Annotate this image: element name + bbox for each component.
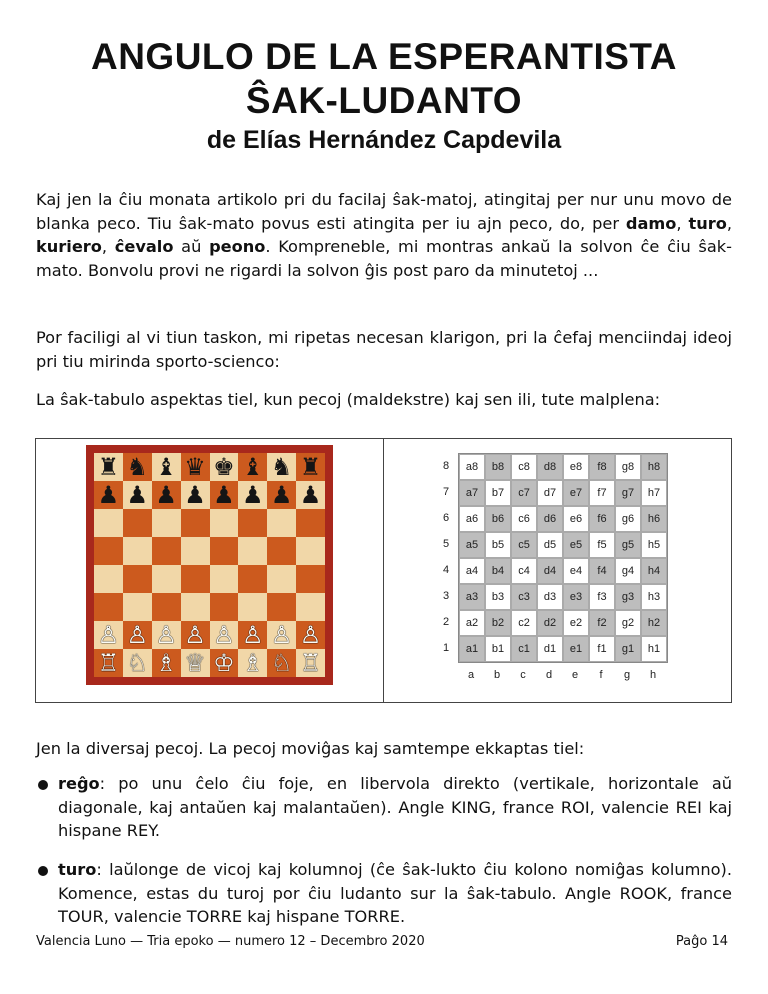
- piece-f8: ♝: [242, 453, 264, 481]
- rank-label-3: 3: [442, 590, 450, 602]
- square-e8: [210, 453, 239, 481]
- piece-e1: ♔: [213, 649, 235, 677]
- square-g5: [267, 537, 296, 565]
- piece-c8: ♝: [155, 453, 177, 481]
- coord-cell-a5: a5: [459, 532, 485, 558]
- rank-label-4: 4: [442, 564, 450, 576]
- coord-cell-e1: e1: [563, 636, 589, 662]
- square-c6: [152, 509, 181, 537]
- square-d2: [181, 621, 210, 649]
- square-a8: [94, 453, 123, 481]
- title-line-1: ANGULO DE LA ESPERANTISTA: [90, 36, 678, 77]
- coord-cell-g7: g7: [615, 480, 641, 506]
- square-g2: [267, 621, 296, 649]
- square-a3: [94, 593, 123, 621]
- coord-cell-f3: f3: [589, 584, 615, 610]
- coord-cell-d5: d5: [537, 532, 563, 558]
- square-b1: [123, 649, 152, 677]
- square-c2: [152, 621, 181, 649]
- coord-cell-b6: b6: [485, 506, 511, 532]
- coord-cell-g3: g3: [615, 584, 641, 610]
- word-kuriero: kuriero: [36, 237, 102, 256]
- king-description: : po unu ĉelo ĉiu foje, en libervola direkto (vertikale, horizontale aŭ diagonale, kaj antaŭen kaj malantaŭen). Angle KING, france ROI, valencie REI kaj hispane REY.: [58, 774, 732, 840]
- piece-h7: ♟: [299, 481, 322, 509]
- file-label-e: e: [571, 669, 579, 681]
- rank-label-2: 2: [442, 616, 450, 628]
- rank-label-1: 1: [442, 642, 450, 654]
- piece-b2: ♙: [126, 621, 149, 649]
- coord-cell-d7: d7: [537, 480, 563, 506]
- piece-g1: ♘: [270, 649, 293, 677]
- square-c3: [152, 593, 181, 621]
- square-a7: [94, 481, 123, 509]
- coord-cell-g4: g4: [615, 558, 641, 584]
- piece-e7: ♟: [213, 481, 235, 509]
- square-h6: [296, 509, 325, 537]
- footer-page-number: Paĝo 14: [675, 934, 728, 949]
- piece-c7: ♟: [155, 481, 177, 509]
- square-c8: [152, 453, 181, 481]
- square-d6: [181, 509, 210, 537]
- coord-cell-h3: h3: [641, 584, 667, 610]
- coord-cell-e2: e2: [563, 610, 589, 636]
- piece-c1: ♗: [155, 649, 177, 677]
- piece-a2: ♙: [97, 621, 120, 649]
- square-g6: [267, 509, 296, 537]
- coord-cell-h6: h6: [641, 506, 667, 532]
- coord-cell-a8: a8: [459, 454, 485, 480]
- square-h8: [296, 453, 325, 481]
- square-h1: [296, 649, 325, 677]
- piece-a7: ♟: [97, 481, 120, 509]
- square-f7: [238, 481, 267, 509]
- rank-label-5: 5: [442, 538, 450, 550]
- file-label-b: b: [493, 669, 501, 681]
- coord-cell-c5: c5: [511, 532, 537, 558]
- square-g3: [267, 593, 296, 621]
- word-damo: damo: [625, 213, 677, 233]
- coord-cell-b7: b7: [485, 480, 511, 506]
- word-turo: turo: [688, 213, 727, 233]
- coord-cell-c1: c1: [511, 636, 537, 662]
- king-term: reĝo: [58, 774, 100, 793]
- sep: aŭ: [173, 237, 210, 256]
- explanation-paragraph: Por faciligi al vi tiun taskon, mi ripetas necesan klarigon, pri la ĉefaj menciindaj ideoj pri tiu mirinda sporto-scienco:: [36, 328, 732, 371]
- coord-cell-d4: d4: [537, 558, 563, 584]
- square-e1: [210, 649, 239, 677]
- square-f2: [238, 621, 267, 649]
- file-label-d: d: [545, 669, 553, 681]
- coord-cell-g2: g2: [615, 610, 641, 636]
- coord-cell-e8: e8: [563, 454, 589, 480]
- square-b7: [123, 481, 152, 509]
- coord-cell-c3: c3: [511, 584, 537, 610]
- square-h7: [296, 481, 325, 509]
- square-a1: [94, 649, 123, 677]
- chessboard-with-pieces: [86, 445, 333, 685]
- coord-cell-f2: f2: [589, 610, 615, 636]
- coord-cell-a7: a7: [459, 480, 485, 506]
- bullet-rook-text: [58, 858, 732, 929]
- square-d1: [181, 649, 210, 677]
- rank-label-8: 8: [442, 460, 450, 472]
- square-c7: [152, 481, 181, 509]
- square-g7: [267, 481, 296, 509]
- square-g4: [267, 565, 296, 593]
- bullet-king-text: [58, 772, 732, 843]
- square-d4: [181, 565, 210, 593]
- piece-b8: ♞: [126, 453, 149, 481]
- coord-cell-b8: b8: [485, 454, 511, 480]
- piece-f7: ♟: [242, 481, 264, 509]
- piece-h2: ♙: [299, 621, 322, 649]
- coord-cell-a6: a6: [459, 506, 485, 532]
- coord-cell-e7: e7: [563, 480, 589, 506]
- piece-d8: ♛: [184, 453, 206, 481]
- square-a6: [94, 509, 123, 537]
- coord-cell-c8: c8: [511, 454, 537, 480]
- coord-cell-c4: c4: [511, 558, 537, 584]
- title-line-2: ŜAK-LUDANTO: [245, 80, 523, 121]
- rook-description: : laŭlonge de vicoj kaj kolumnoj (ĉe ŝak-lukto ĉiu kolono nomiĝas kolumno). Komence, estas du turoj por ĉiu ludanto sur la ŝak-tabulo. Angle ROOK, france TOUR, valencie TORRE kaj hispane TORRE.: [58, 860, 732, 926]
- intro-text-b: . Kompreneble, mi montras ankaŭ la solvon ĉe ĉiu ŝak-mato. Bonvolu provi ne rigardi la solvon ĝis post paro da minutetoj ...: [36, 237, 732, 280]
- coord-cell-c6: c6: [511, 506, 537, 532]
- coord-cell-b2: b2: [485, 610, 511, 636]
- piece-h1: ♖: [299, 649, 322, 677]
- coord-cell-g6: g6: [615, 506, 641, 532]
- file-label-g: g: [623, 669, 631, 681]
- pieces-intro: Jen la diversaj pecoj. La pecoj moviĝas kaj samtempe ekkaptas tiel:: [36, 739, 585, 758]
- square-f5: [238, 537, 267, 565]
- square-c1: [152, 649, 181, 677]
- chessboard-grid: [94, 453, 325, 677]
- bullet-dot-icon: [38, 866, 48, 876]
- square-b6: [123, 509, 152, 537]
- square-b8: [123, 453, 152, 481]
- coord-cell-f1: f1: [589, 636, 615, 662]
- coord-cell-h5: h5: [641, 532, 667, 558]
- sep: ,: [101, 237, 115, 256]
- square-g1: [267, 649, 296, 677]
- square-c5: [152, 537, 181, 565]
- coord-cell-c7: c7: [511, 480, 537, 506]
- coord-cell-h1: h1: [641, 636, 667, 662]
- coord-cell-h2: h2: [641, 610, 667, 636]
- square-e4: [210, 565, 239, 593]
- square-d8: [181, 453, 210, 481]
- board-description: La ŝak-tabulo aspektas tiel, kun pecoj (maldekstre) kaj sen ili, tute malplena:: [36, 390, 661, 409]
- square-b3: [123, 593, 152, 621]
- coord-cell-d8: d8: [537, 454, 563, 480]
- word-cevalo: ĉevalo: [114, 237, 174, 256]
- piece-a1: ♖: [97, 649, 120, 677]
- footer-publication: Valencia Luno — Tria epoko — numero 12 – Decembro 2020: [36, 934, 425, 949]
- coord-cell-b5: b5: [485, 532, 511, 558]
- coord-cell-d1: d1: [537, 636, 563, 662]
- coord-cell-c2: c2: [511, 610, 537, 636]
- square-h4: [296, 565, 325, 593]
- coord-cell-g8: g8: [615, 454, 641, 480]
- square-a4: [94, 565, 123, 593]
- coord-cell-b1: b1: [485, 636, 511, 662]
- square-h5: [296, 537, 325, 565]
- empty-coordinate-board: [458, 453, 668, 663]
- piece-f1: ♗: [242, 649, 264, 677]
- coord-cell-h4: h4: [641, 558, 667, 584]
- piece-b1: ♘: [126, 649, 149, 677]
- coord-cell-f8: f8: [589, 454, 615, 480]
- piece-g7: ♟: [270, 481, 293, 509]
- bullet-dot-icon: [38, 780, 48, 790]
- square-e6: [210, 509, 239, 537]
- piece-d2: ♙: [184, 621, 206, 649]
- square-e7: [210, 481, 239, 509]
- piece-e8: ♚: [213, 453, 235, 481]
- square-h3: [296, 593, 325, 621]
- coord-cell-f4: f4: [589, 558, 615, 584]
- figure-divider: [383, 438, 384, 703]
- piece-f2: ♙: [242, 621, 264, 649]
- sep: ,: [726, 213, 732, 233]
- coord-cell-a2: a2: [459, 610, 485, 636]
- square-e2: [210, 621, 239, 649]
- coord-cell-e6: e6: [563, 506, 589, 532]
- square-a2: [94, 621, 123, 649]
- coord-cell-f6: f6: [589, 506, 615, 532]
- piece-e2: ♙: [213, 621, 235, 649]
- square-h2: [296, 621, 325, 649]
- square-f6: [238, 509, 267, 537]
- coord-cell-h8: h8: [641, 454, 667, 480]
- file-label-f: f: [599, 669, 603, 681]
- square-f8: [238, 453, 267, 481]
- coord-cell-g1: g1: [615, 636, 641, 662]
- piece-h8: ♜: [299, 453, 322, 481]
- square-b2: [123, 621, 152, 649]
- coord-cell-g5: g5: [615, 532, 641, 558]
- piece-a8: ♜: [97, 453, 120, 481]
- square-f1: [238, 649, 267, 677]
- coord-cell-b3: b3: [485, 584, 511, 610]
- square-b4: [123, 565, 152, 593]
- coord-cell-b4: b4: [485, 558, 511, 584]
- file-label-a: a: [467, 669, 475, 681]
- coord-cell-f5: f5: [589, 532, 615, 558]
- rank-label-6: 6: [442, 512, 450, 524]
- intro-text-a: Kaj jen la ĉiu monata artikolo pri du facilaj ŝak-matoj, atingitaj per nur unu movo de blanka peco. Tiu ŝak-mato povus esti atingita per iu ajn peco, do, per: [36, 190, 732, 233]
- square-e3: [210, 593, 239, 621]
- coord-cell-h7: h7: [641, 480, 667, 506]
- square-b5: [123, 537, 152, 565]
- square-a5: [94, 537, 123, 565]
- sep: ,: [676, 213, 689, 233]
- coord-cell-e5: e5: [563, 532, 589, 558]
- piece-d1: ♕: [184, 649, 206, 677]
- square-g8: [267, 453, 296, 481]
- file-label-c: c: [520, 669, 526, 681]
- rook-term: turo: [58, 860, 97, 879]
- word-peono: peono: [209, 237, 266, 256]
- piece-b7: ♟: [126, 481, 149, 509]
- intro-paragraph: [36, 188, 732, 282]
- rank-label-7: 7: [442, 486, 450, 498]
- square-d7: [181, 481, 210, 509]
- piece-d7: ♟: [184, 481, 206, 509]
- coord-cell-a1: a1: [459, 636, 485, 662]
- coord-cell-a3: a3: [459, 584, 485, 610]
- square-e5: [210, 537, 239, 565]
- coord-cell-a4: a4: [459, 558, 485, 584]
- coord-cell-d6: d6: [537, 506, 563, 532]
- coord-cell-f7: f7: [589, 480, 615, 506]
- coord-cell-d2: d2: [537, 610, 563, 636]
- piece-g2: ♙: [270, 621, 293, 649]
- coord-cell-e4: e4: [563, 558, 589, 584]
- piece-c2: ♙: [155, 621, 177, 649]
- bullet-king: [36, 772, 732, 843]
- piece-g8: ♞: [270, 453, 293, 481]
- coord-cell-d3: d3: [537, 584, 563, 610]
- square-d3: [181, 593, 210, 621]
- square-d5: [181, 537, 210, 565]
- square-f3: [238, 593, 267, 621]
- file-label-h: h: [649, 669, 657, 681]
- author-line: de Elías Hernández Capdevila: [206, 126, 562, 154]
- coord-cell-e3: e3: [563, 584, 589, 610]
- square-f4: [238, 565, 267, 593]
- square-c4: [152, 565, 181, 593]
- bullet-rook: [36, 858, 732, 929]
